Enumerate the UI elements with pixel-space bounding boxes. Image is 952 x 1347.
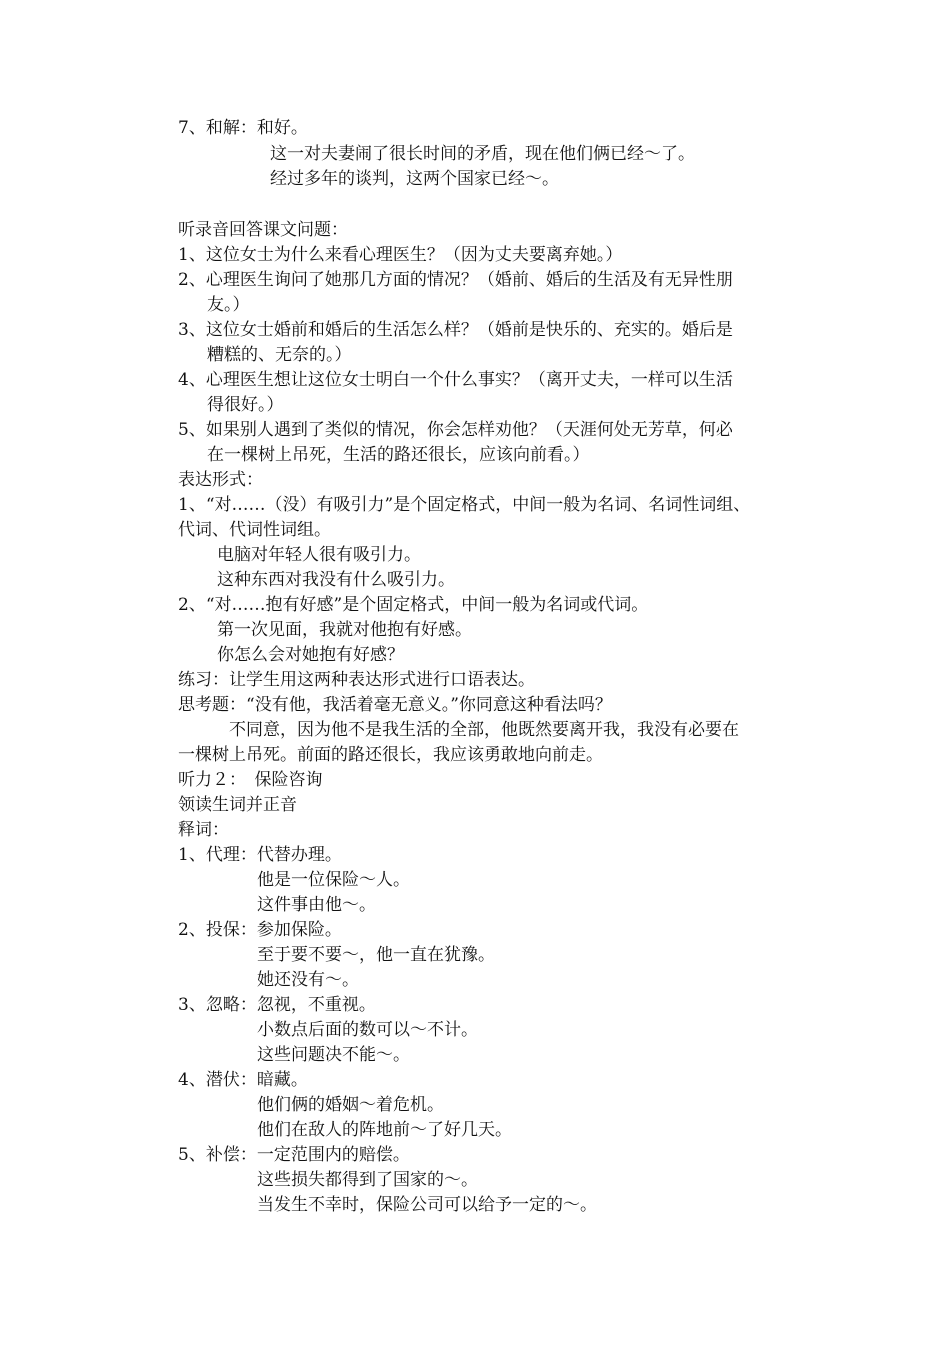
example-line: 这件事由他～。: [257, 895, 376, 915]
example-line: 他们在敌人的阵地前～了好几天。: [257, 1120, 512, 1140]
example-line: 经过多年的谈判，这两个国家已经～。: [270, 169, 559, 189]
text-line: 在一棵树上吊死，生活的路还很长，应该向前看。）: [207, 445, 590, 465]
text-line: 5、如果别人遇到了类似的情况，你会怎样劝他？（天涯何处无芳草，何必: [178, 420, 733, 440]
example-line: 这一对夫妻闹了很长时间的矛盾，现在他们俩已经～了。: [270, 144, 695, 164]
text-line: 不同意，因为他不是我生活的全部，他既然要离开我，我没有必要在: [229, 720, 739, 740]
text-line: 糟糕的、无奈的。）: [207, 345, 352, 365]
text-line: 3、忽略：忽视，不重视。: [178, 995, 376, 1015]
text-line: 3、这位女士婚前和婚后的生活怎么样？（婚前是快乐的、充实的。婚后是: [178, 320, 733, 340]
example-line: 电脑对年轻人很有吸引力。: [217, 545, 421, 565]
example-line: 这些损失都得到了国家的～。: [257, 1170, 478, 1190]
example-line: 第一次见面，我就对他抱有好感。: [217, 620, 472, 640]
text-line: 一棵树上吊死。前面的路还很长，我应该勇敢地向前走。: [178, 745, 603, 765]
example-line: 他们俩的婚姻～着危机。: [257, 1095, 444, 1115]
section-heading: 释词：: [178, 820, 229, 840]
text-line: 2、心理医生询问了她那几方面的情况？（婚前、婚后的生活及有无异性朋: [178, 270, 733, 290]
text-line: 领读生词并正音: [178, 795, 297, 815]
text-line: 4、潜伏：暗藏。: [178, 1070, 308, 1090]
example-line: 这些问题决不能～。: [257, 1045, 410, 1065]
example-line: 他是一位保险～人。: [257, 870, 410, 890]
text-line: 思考题：“没有他，我活着毫无意义。”你同意这种看法吗？: [178, 695, 612, 715]
text-line: 1、代理：代替办理。: [178, 845, 342, 865]
text-line: 练习：让学生用这两种表达形式进行口语表达。: [178, 670, 535, 690]
text-line: 7、和解：和好。: [178, 118, 308, 138]
example-line: 这种东西对我没有什么吸引力。: [217, 570, 455, 590]
example-line: 她还没有～。: [257, 970, 359, 990]
text-line: 代词、代词性词组。: [178, 520, 331, 540]
text-line: 友。）: [207, 295, 250, 315]
example-line: 至于要不要～，他一直在犹豫。: [257, 945, 495, 965]
section-heading: 表达形式：: [178, 470, 263, 490]
text-line: 2、“对……抱有好感”是个固定格式，中间一般为名词或代词。: [178, 595, 649, 615]
section-heading: 听力２： 保险咨询: [178, 770, 323, 790]
text-line: 1、“对……（没）有吸引力”是个固定格式，中间一般为名词、名词性词组、: [178, 495, 751, 515]
text-line: 1、这位女士为什么来看心理医生？（因为丈夫要离弃她。）: [178, 245, 623, 265]
example-line: 小数点后面的数可以～不计。: [257, 1020, 478, 1040]
example-line: 你怎么会对她抱有好感？: [217, 645, 404, 665]
section-heading: 听录音回答课文问题：: [178, 220, 348, 240]
text-line: 5、补偿：一定范围内的赔偿。: [178, 1145, 410, 1165]
text-line: 得很好。）: [207, 395, 284, 415]
text-line: 4、心理医生想让这位女士明白一个什么事实？（离开丈夫，一样可以生活: [178, 370, 733, 390]
text-line: 2、投保：参加保险。: [178, 920, 342, 940]
example-line: 当发生不幸时，保险公司可以给予一定的～。: [257, 1195, 597, 1215]
